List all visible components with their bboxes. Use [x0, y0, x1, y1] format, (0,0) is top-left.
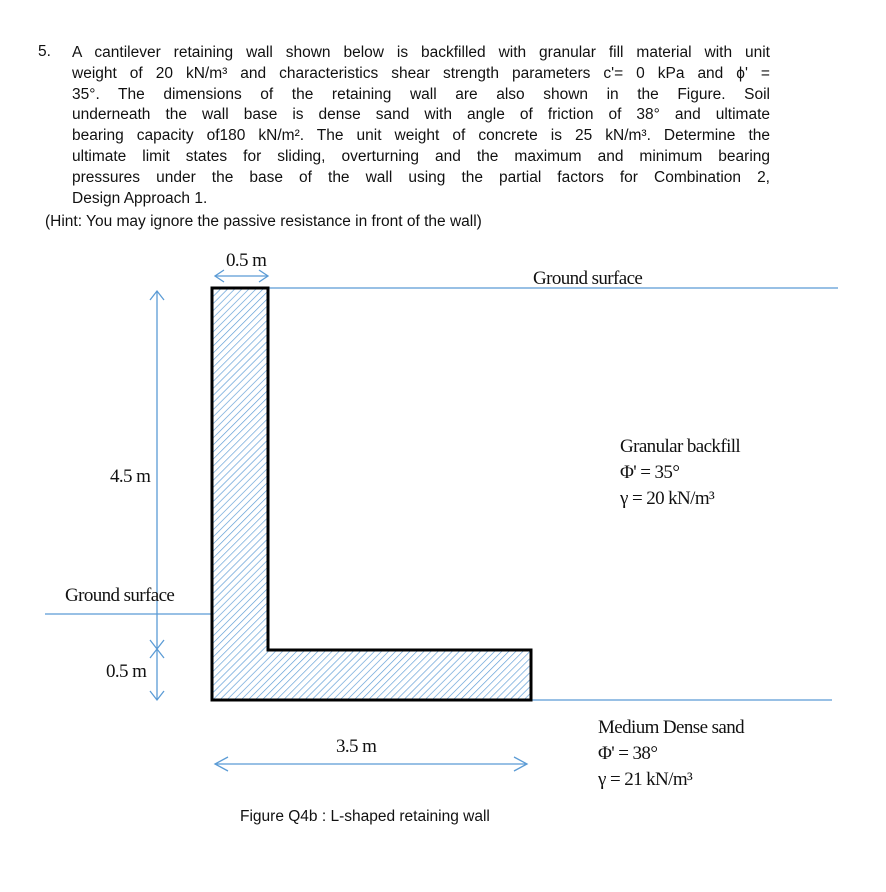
hint-text: (Hint: You may ignore the passive resistance in front of the wall) — [45, 213, 482, 230]
backfill-phi: Φ' = 35° — [620, 462, 680, 483]
stem-width-dimension — [215, 270, 268, 282]
stem-width-label: 0.5 m — [226, 250, 267, 271]
foundation-gamma: γ = 21 kN/m³ — [598, 769, 693, 790]
backfill-gamma: γ = 20 kN/m³ — [620, 488, 715, 509]
question-line: weight of 20 kN/m³ and characteristics shear strength parameters c'= 0 kPa and ϕ' = — [72, 64, 770, 82]
base-width-label: 3.5 m — [336, 736, 377, 757]
question-line: Design Approach 1. — [72, 189, 208, 207]
top-ground-label: Ground surface — [533, 268, 643, 289]
backfill-title: Granular backfill — [620, 436, 741, 457]
question-line: ultimate limit states for sliding, overturning and the maximum and minimum bearing — [72, 147, 770, 165]
base-thickness-label: 0.5 m — [106, 661, 147, 682]
foundation-title: Medium Dense sand — [598, 717, 744, 738]
height-dimension — [150, 291, 164, 700]
base-width-dimension — [215, 757, 527, 771]
question-line: A cantilever retaining wall shown below is backfilled with granular fill material with unit — [72, 44, 770, 61]
front-ground-label: Ground surface — [65, 585, 175, 606]
retaining-wall-body — [212, 288, 531, 700]
question-line: bearing capacity of180 kN/m². The unit weight of concrete is 25 kN/m³. Determine the — [72, 127, 770, 145]
question-line: 35°. The dimensions of the retaining wall are also shown in the Figure. Soil — [72, 85, 770, 103]
question-line: pressures under the base of the wall using the partial factors for Combination 2, — [72, 168, 770, 186]
figure-caption: Figure Q4b : L-shaped retaining wall — [240, 808, 490, 825]
foundation-phi: Φ' = 38° — [598, 743, 658, 764]
question-number: 5. — [38, 43, 51, 60]
height-label: 4.5 m — [110, 466, 151, 487]
question-line: underneath the wall base is dense sand with angle of friction of 38° and ultimate — [72, 106, 770, 124]
